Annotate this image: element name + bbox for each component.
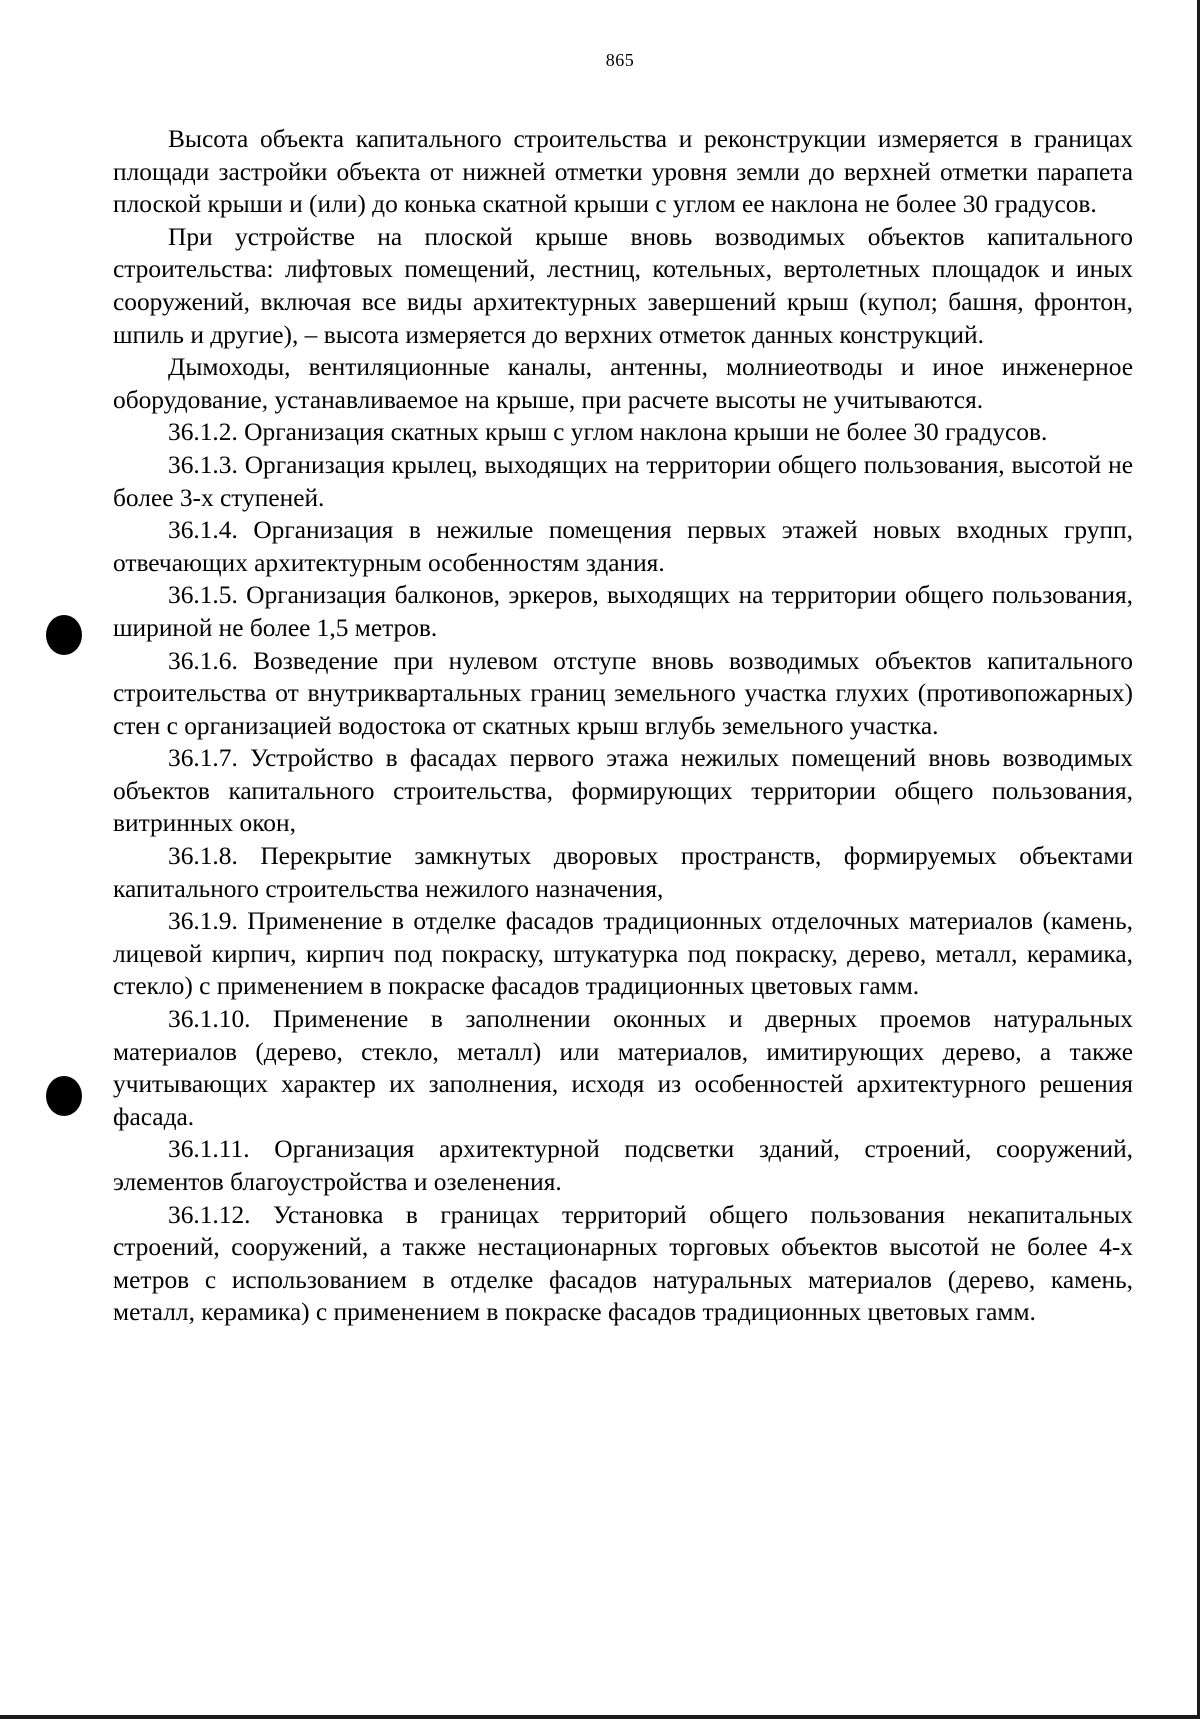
paragraph-36-1-2: 36.1.2. Организация скатных крыш с углом наклона крыши не более 30 градусов. — [168, 418, 1048, 447]
paragraph-36-1-10: 36.1.10. Применение в заполнении оконных и дверных проемов натуральных материалов (дерево, стекло, металл) или материалов, имитирующих дерево, а также учитывающих характер их заполнения, исходя из особенностей архитектурного решения фасада. — [113, 1005, 1133, 1131]
paragraph-height-measurement: Высота объекта капитального строительства и реконструкции измеряется в границах площади застройки объекта от нижней отметки уровня земли до верхней отметки парапета плоской крыши и (или) до конька скатной крыши с углом ее наклона не более 30 градусов. — [113, 125, 1133, 219]
paragraph-36-1-4: 36.1.4. Организация в нежилые помещения первых этажей новых входных групп, отвечающих архитектурным особенностям здания. — [113, 516, 1133, 577]
paragraph-36-1-9: 36.1.9. Применение в отделке фасадов традиционных отделочных материалов (камень, лицевой кирпич, кирпич под покраску, штукатурка под покраску, дерево, металл, керамика, стекло) с применением в покраске фасадов традиционных цветовых гамм. — [113, 907, 1133, 1001]
paragraph-36-1-7: 36.1.7. Устройство в фасадах первого этажа нежилых помещений вновь возводимых объектов капитального строительства, формирующих территории общего пользования, витринных окон, — [113, 744, 1133, 838]
punch-hole-mark — [46, 615, 82, 655]
paragraph-36-1-12: 36.1.12. Установка в границах территорий общего пользования некапитальных строений, сооружений, а также нестационарных торговых объектов высотой не более 4-х метров с использованием в отделке фасадов натуральных материалов (дерево, камень, металл, керамика) с применением в покраске фасадов традиционных цветовых гамм. — [113, 1200, 1133, 1327]
document-body — [113, 123, 1133, 1329]
paragraph-36-1-11: 36.1.11. Организация архитектурной подсветки зданий, строений, сооружений, элементов благоустройства и озеленения. — [113, 1135, 1133, 1196]
paragraph-flat-roof-structures: При устройстве на плоской крыше вновь возводимых объектов капитального строительства: лифтовых помещений, лестниц, котельных, вертолетных площадок и иных сооружений, включая все виды архитектурных завершений крыш (купол; башня, фронтон, шпиль и другие), – высота измеряется до верхних отметок данных конструкций. — [113, 222, 1133, 349]
paragraph-36-1-6: 36.1.6. Возведение при нулевом отступе вновь возводимых объектов капитального строительства от внутриквартальных границ земельного участка глухих (противопожарных) стен с организацией водостока от скатных крыш вглубь земельного участка. — [113, 646, 1133, 740]
punch-hole-mark — [46, 1076, 82, 1116]
paragraph-36-1-5: 36.1.5. Организация балконов, эркеров, выходящих на территории общего пользования, шириной не более 1,5 метров. — [113, 581, 1133, 642]
paragraph-36-1-8: 36.1.8. Перекрытие замкнутых дворовых пространств, формируемых объектами капитального строительства нежилого назначения, — [113, 842, 1133, 903]
page-number: 865 — [605, 50, 635, 70]
paragraph-roof-equipment: Дымоходы, вентиляционные каналы, антенны, молниеотводы и иное инженерное оборудование, устанавливаемое на крыше, при расчете высоты не учитываются. — [113, 353, 1133, 414]
paragraph-36-1-3: 36.1.3. Организация крылец, выходящих на территории общего пользования, высотой не более 3-х ступеней. — [113, 450, 1133, 512]
